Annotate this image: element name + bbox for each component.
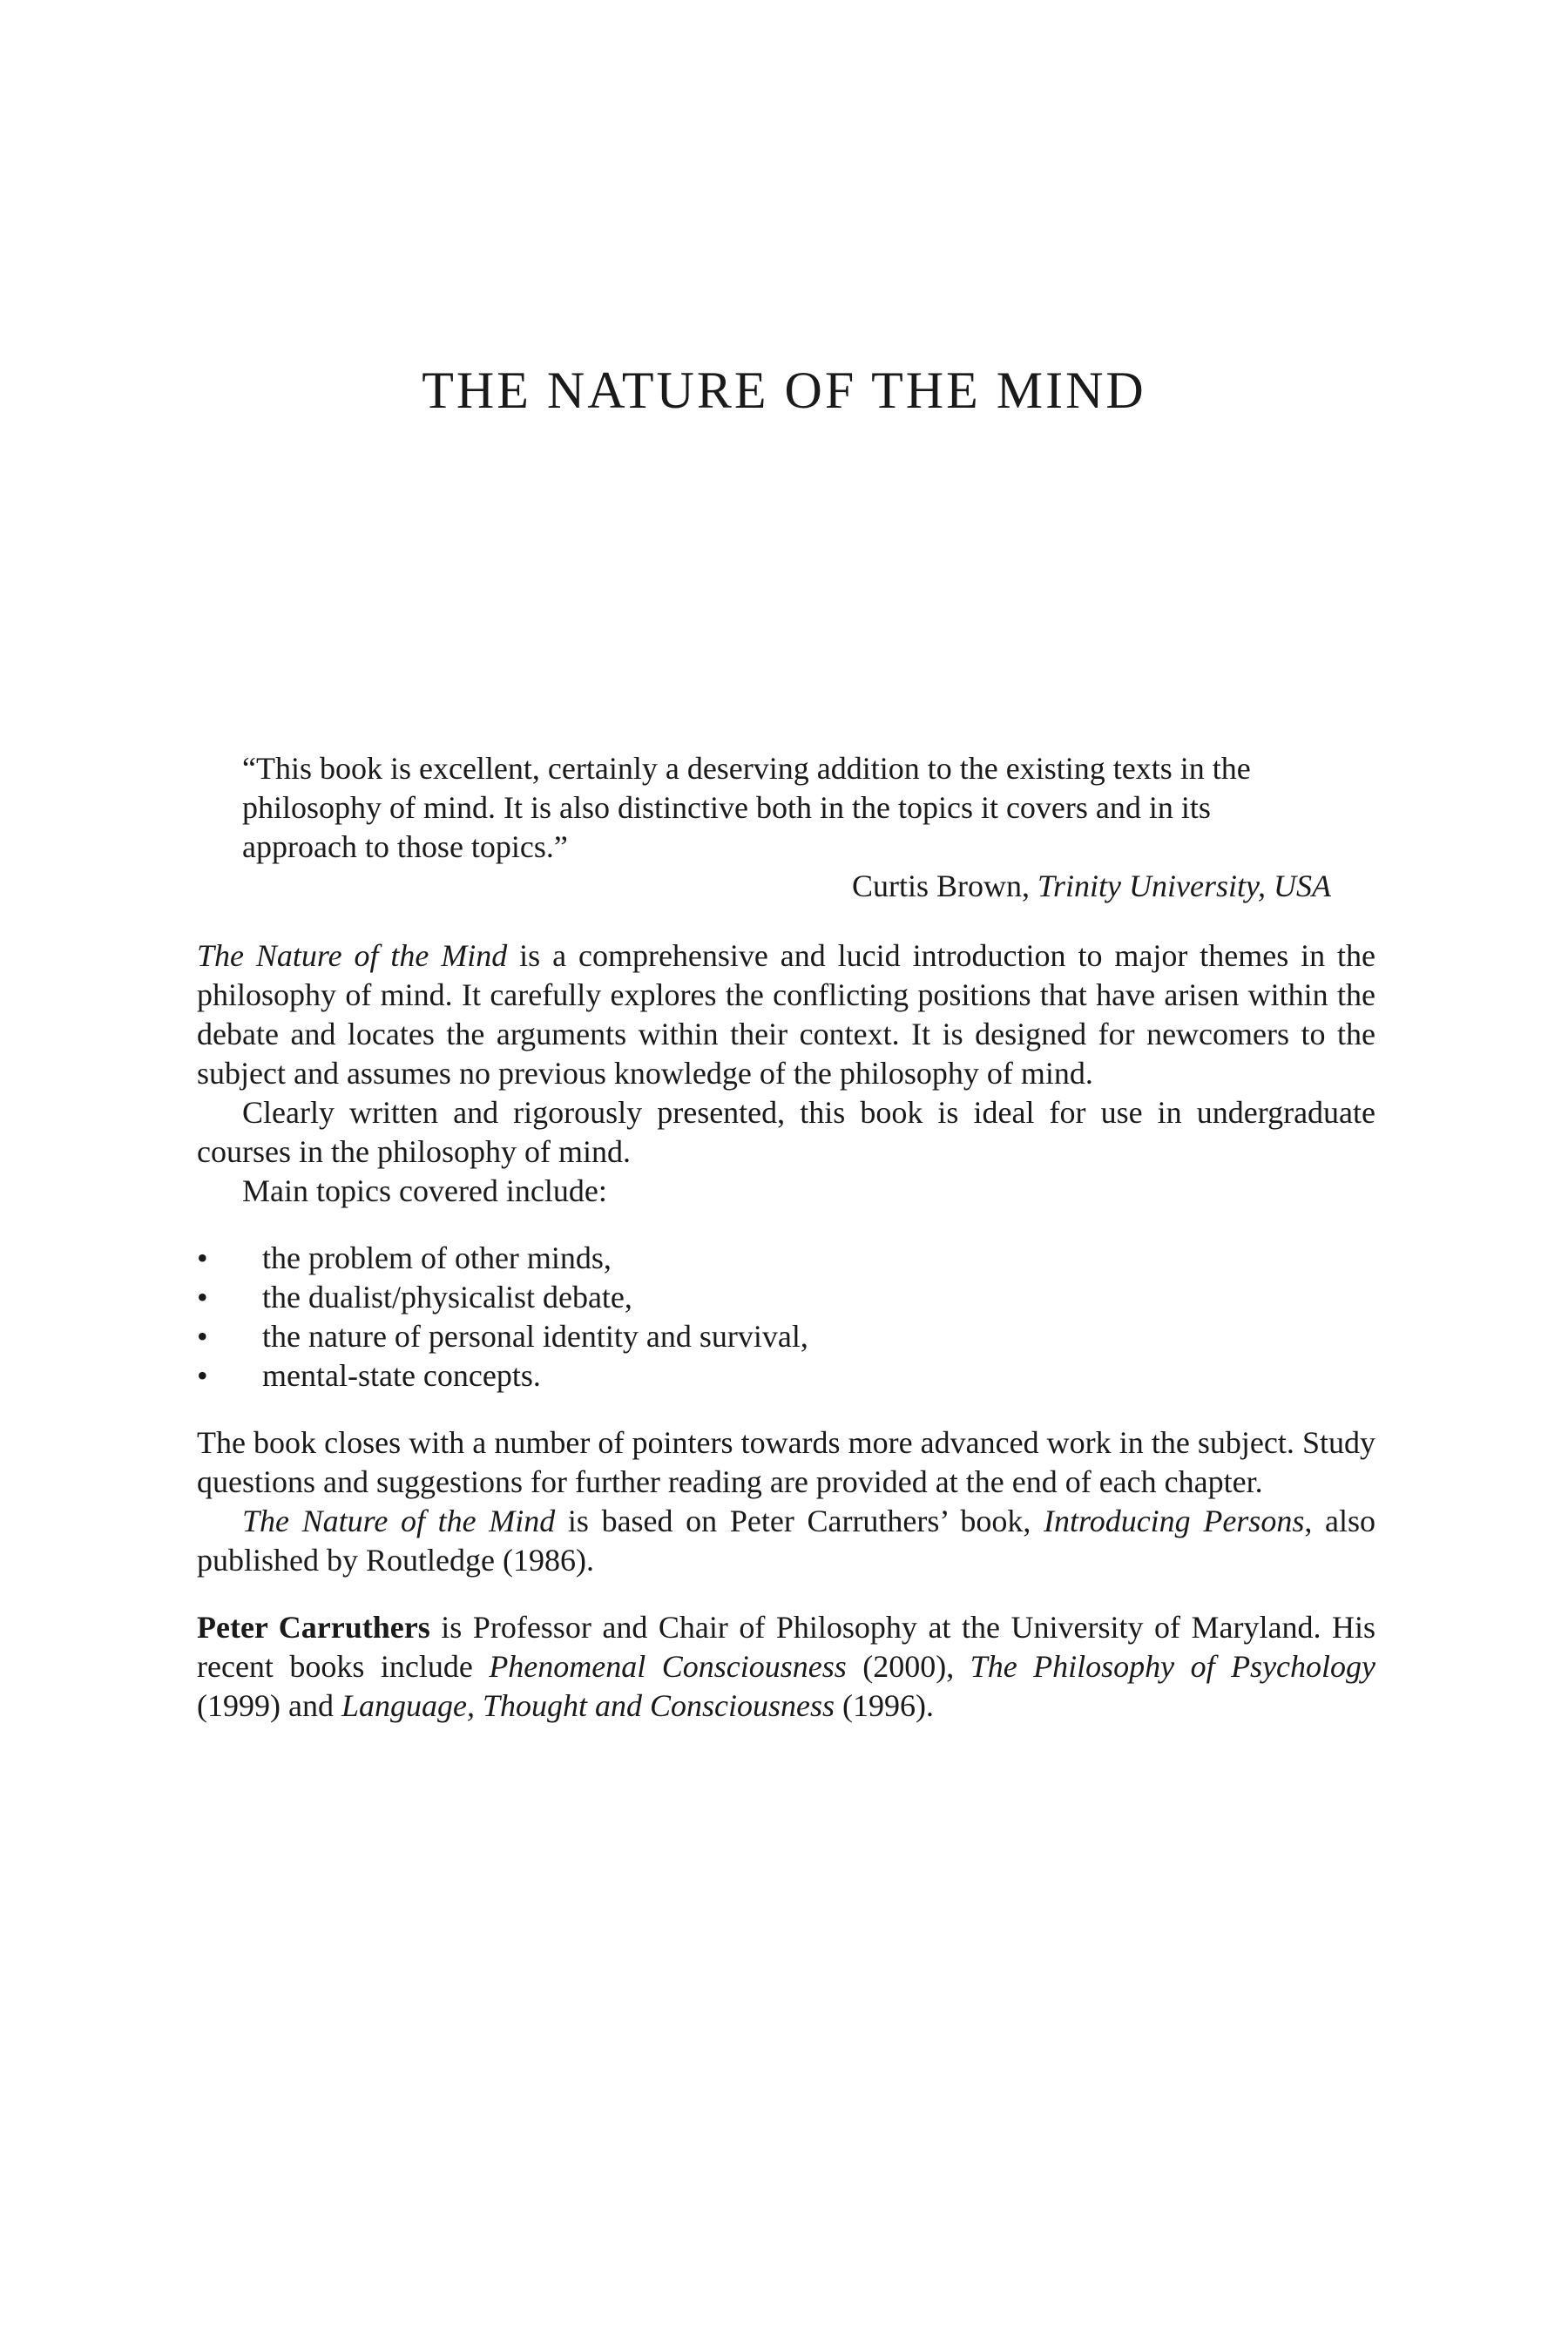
based-on-paragraph: [197, 1502, 1375, 1580]
closing-paragraph: The book closes with a number of pointers towards more advanced work in the subject. Study questions and suggestions for further reading are provided at the end of each chapter.: [197, 1425, 1375, 1499]
bullet-icon: •: [197, 1358, 208, 1393]
quote-author: Curtis Brown,: [851, 868, 1030, 903]
author-bio: [197, 1608, 1375, 1726]
topics-intro: Main topics covered include:: [242, 1173, 607, 1208]
intro-text: is a comprehensive and lucid introduction to major themes in the philosophy of mind. It carefully explores the conflicting positions that have arisen within the debate and locates the arguments within their context. It is designed for newcomers to the subject and assumes no previous knowledge of the philosophy of mind.: [197, 938, 1375, 1091]
topic-text: the nature of personal identity and survival,: [262, 1319, 808, 1354]
bio-book-3: Language, Thought and Consciousness: [341, 1688, 835, 1723]
topic-text: mental-state concepts.: [262, 1358, 541, 1393]
quote-attribution: [242, 867, 1331, 906]
topics-list: [197, 1239, 1375, 1396]
intro-book-title: The Nature of the Mind: [197, 938, 508, 973]
intro-paragraph: [197, 936, 1375, 1093]
author-name: Peter Carruthers: [197, 1610, 430, 1645]
list-item: [197, 1317, 1375, 1356]
quote-text: “This book is excellent, certainly a deserving addition to the existing texts in the philosophy of mind. It is also distinctive both in the topics it covers and in its approach to those topics.”: [242, 751, 1251, 864]
bullet-icon: •: [197, 1240, 208, 1275]
usage-paragraph: Clearly written and rigorously presented, this book is ideal for use in undergraduate courses in the philosophy of mind.: [197, 1095, 1375, 1169]
bio-text-3: (1999) and: [197, 1688, 341, 1723]
list-item: [197, 1356, 1375, 1396]
page-title: THE NATURE OF THE MIND: [422, 362, 1146, 419]
bullet-icon: •: [197, 1319, 208, 1354]
topic-text: the dualist/physicalist debate,: [262, 1280, 632, 1315]
list-item: [197, 1239, 1375, 1278]
topic-text: the problem of other minds,: [262, 1240, 612, 1275]
endorsement-quote: [242, 749, 1331, 906]
bio-book-2: The Philosophy of Psychology: [970, 1649, 1375, 1684]
bullet-icon: •: [197, 1280, 208, 1315]
based-on-text: is based on Peter Carruthers’ book,: [555, 1504, 1044, 1538]
based-on-source-title: Introducing Persons: [1044, 1504, 1305, 1538]
based-on-text-end: , also published by Routledge (1986).: [197, 1504, 1375, 1578]
bio-book-1: Phenomenal Consciousness: [489, 1649, 847, 1684]
bio-text: is Professor and Chair of Philosophy at the University of Maryland. His recent books include: [197, 1610, 1375, 1684]
list-item: [197, 1278, 1375, 1317]
book-description: [197, 936, 1375, 1726]
bio-text-4: (1996).: [835, 1688, 934, 1723]
bio-text-2: (2000),: [846, 1649, 970, 1684]
quote-affiliation: Trinity University, USA: [1037, 868, 1331, 903]
based-on-title: The Nature of the Mind: [242, 1504, 556, 1538]
